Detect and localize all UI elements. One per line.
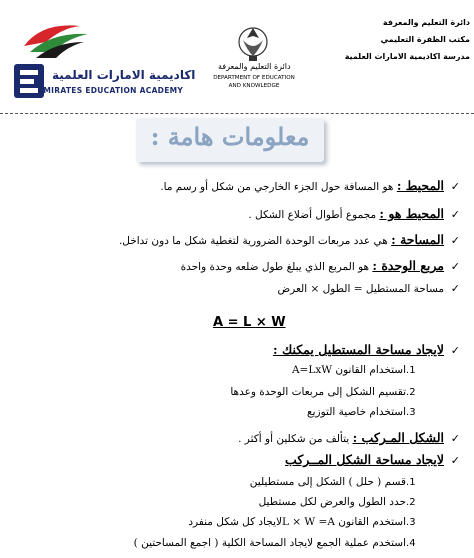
checkmark-icon: ✓: [450, 344, 460, 357]
definition: هو المسافة حول الجزء الخارجي من شكل أو رسم ما.: [160, 181, 397, 193]
checkmark-icon: ✓: [450, 234, 460, 247]
definition: هي عدد مربعات الوحدة الضرورية لتغطية شكل ما دون تداخل.: [118, 235, 392, 247]
step-item: [230, 386, 430, 398]
composite-heading-text: لايجاد مساحة الشكل المــركب: [285, 452, 444, 467]
step-item: [134, 537, 430, 549]
list-item: [277, 282, 460, 295]
list-item: [160, 178, 460, 193]
step-text: استخدام القانون A=LxW: [291, 364, 406, 376]
step-number: 3.: [406, 407, 416, 418]
term: الشكل المـركب :: [352, 430, 444, 445]
step-item: [292, 364, 430, 376]
institution-line3: مدرسة اكاديمية الامارات العلمية: [344, 52, 470, 61]
step-item: [307, 406, 430, 418]
step-item: [259, 496, 430, 508]
checkmark-icon: ✓: [450, 282, 460, 295]
checkmark-icon: ✓: [450, 208, 460, 221]
step-text: استخدم عملية الجمع لايجاد المساحة الكلية ( اجمع المساحتين ): [133, 537, 406, 549]
term: مربع الوحدة :: [372, 258, 444, 273]
definition: هو المربع الذي يبلغ طول ضلعه وحدة واحدة: [180, 261, 373, 273]
composite-definition: [238, 430, 460, 445]
step-number: 3.: [406, 517, 416, 528]
list-item: [181, 258, 460, 273]
checkmark-icon: ✓: [450, 260, 460, 273]
definition: مجموع أطوال أضلاع الشكل .: [248, 209, 380, 221]
rect-heading: [273, 342, 460, 357]
academy-name-ar: اكاديمية الامارات العلمية: [52, 68, 196, 82]
definition: مساحة المستطيل = الطول × العرض: [277, 283, 444, 295]
step-number: 1.: [406, 477, 416, 488]
step-item: [250, 476, 430, 488]
definition: يتألف من شكلين أو أكثر .: [238, 433, 353, 445]
department-name-ar: دائرة التعليم والمعرفة: [218, 62, 291, 71]
list-item: [119, 232, 460, 247]
page-title: معلومات هامة :: [150, 122, 310, 151]
department-en-line1: DEPARTMENT OF EDUCATION: [213, 75, 295, 81]
list-item: [248, 206, 460, 221]
term: المحيط هو :: [379, 206, 444, 221]
area-formula: A = L × W: [213, 315, 286, 330]
step-text: تقسيم الشكل إلى مربعات الوحدة وعدها: [230, 386, 406, 398]
step-text: استخدم القانون L × W =Aلايجاد كل شكل منفرد: [188, 516, 406, 528]
step-number: 4.: [406, 538, 416, 549]
academy-name-en: EMIRATES EDUCATION ACADEMY: [38, 86, 184, 95]
term: المساحة :: [391, 232, 444, 247]
step-number: 2.: [406, 497, 416, 508]
checkmark-icon: ✓: [450, 432, 460, 445]
composite-heading: [285, 452, 460, 467]
checkmark-icon: ✓: [450, 454, 460, 467]
step-item: [188, 516, 430, 528]
step-text: حدد الطول والعرض لكل مستطيل: [258, 496, 406, 508]
institution-line1: دائرة التعليم والمعرفة: [382, 18, 470, 27]
institution-line2: مكتب الظفرة التعليمي: [380, 35, 470, 44]
step-number: 1.: [406, 365, 416, 376]
department-en-line2: AND KNOWLEDGE: [228, 83, 280, 89]
rect-heading-text: لايجاد مساحة المستطيل يمكنك :: [273, 342, 444, 357]
step-text: استخدام خاصية التوزيع: [307, 406, 406, 418]
step-text: قسم ( حلل ) الشكل إلى مستطيلين: [249, 476, 406, 488]
step-number: 2.: [406, 387, 416, 398]
checkmark-icon: ✓: [450, 180, 460, 193]
term: المحيط :: [396, 178, 444, 193]
